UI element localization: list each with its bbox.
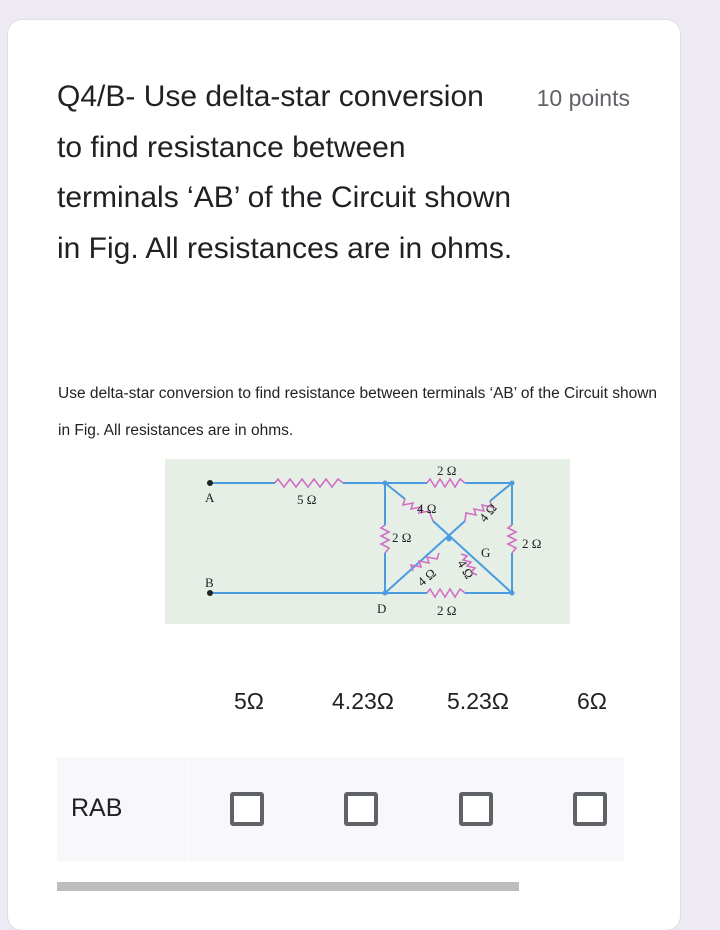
question-title: Q4/B- Use delta-star conversion to find resistance between terminals ‘AB’ of the Circuit shown in Fig. All resistances are in ohms. bbox=[57, 80, 513, 265]
r-left-vertical-label: 2 Ω bbox=[392, 530, 412, 545]
r-top-left-label: 5 Ω bbox=[297, 492, 317, 507]
node-g-label: G bbox=[481, 545, 491, 560]
checkbox-5-ohm[interactable] bbox=[230, 792, 264, 826]
row-label: RAB bbox=[71, 794, 123, 822]
r-right-vertical-label: 2 Ω bbox=[522, 536, 542, 551]
r-bottom-label: 2 Ω bbox=[437, 603, 457, 618]
circuit-diagram bbox=[165, 459, 570, 624]
column-header: 6Ω bbox=[577, 688, 607, 714]
checkbox-4-23-ohm[interactable] bbox=[344, 792, 378, 826]
node-b-label: B bbox=[205, 575, 214, 590]
column-header: 5.23Ω bbox=[447, 688, 509, 714]
question-description: Use delta-star conversion to find resistance between terminals ‘AB’ of the Circuit shown in Fig. All resistances are in ohms. bbox=[58, 385, 658, 439]
r-diag-right-label: 4 Ω bbox=[475, 500, 500, 525]
r-diag-lower-right-label: 4 Ω bbox=[454, 557, 478, 582]
grid-column-headers bbox=[0, 688, 720, 718]
r-diag-lower-label: 4 Ω bbox=[414, 565, 439, 590]
horizontal-scrollbar[interactable] bbox=[57, 882, 519, 891]
r-top-right-label: 2 Ω bbox=[437, 463, 457, 478]
grid-row-rab bbox=[57, 757, 624, 861]
points-label: 10 points bbox=[536, 85, 630, 111]
node-d-label: D bbox=[377, 601, 387, 616]
checkbox-6-ohm[interactable] bbox=[573, 792, 607, 826]
node-a-label: A bbox=[205, 490, 215, 505]
column-header: 5Ω bbox=[234, 688, 264, 714]
terminal-b-dot bbox=[207, 590, 213, 596]
terminal-a-dot bbox=[207, 480, 213, 486]
r-diag-upper-label: 4 Ω bbox=[417, 501, 437, 516]
column-header: 4.23Ω bbox=[332, 688, 394, 714]
row-divider bbox=[187, 757, 188, 861]
checkbox-5-23-ohm[interactable] bbox=[459, 792, 493, 826]
